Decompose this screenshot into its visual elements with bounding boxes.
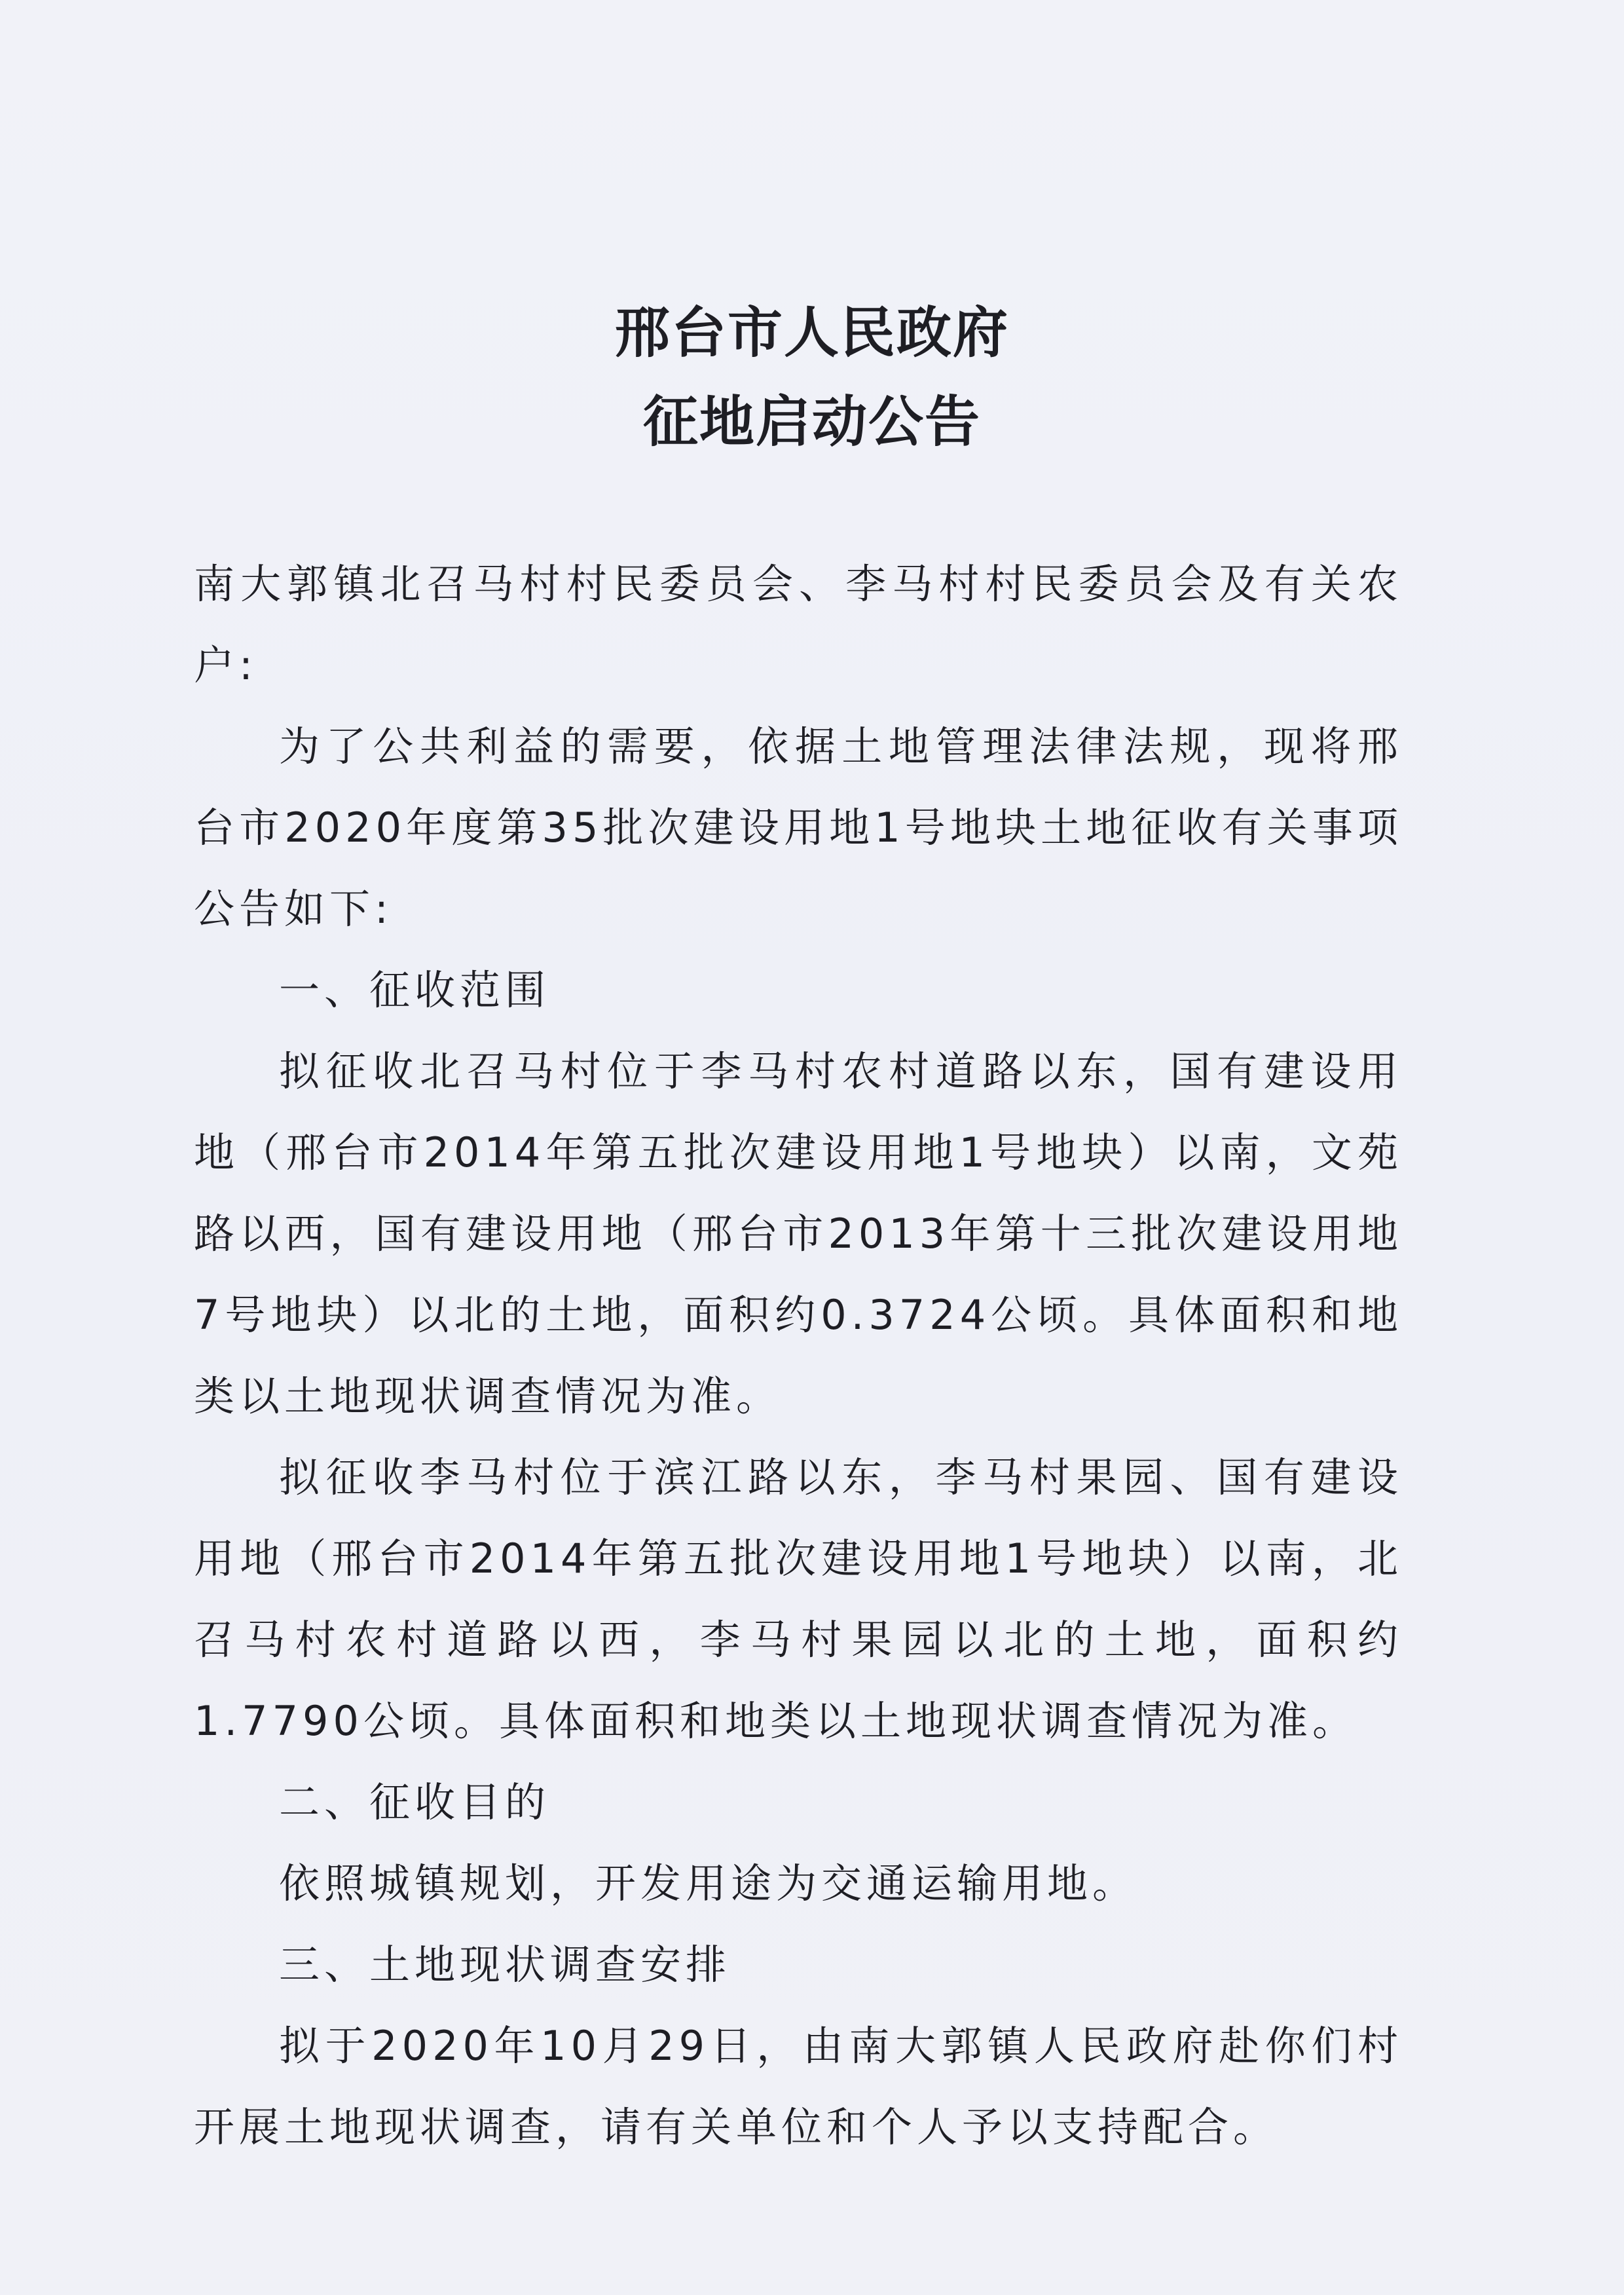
document-title: [0, 288, 1624, 466]
document-body: [194, 544, 1403, 2168]
addressee-line: 南大郭镇北召马村村民委员会、李马村村民委员会及有关农户:: [194, 560, 1403, 689]
scope-paragraph-lima: 拟征收李马村位于滨江路以东，李马村果园、国有建设用地（邢台市2014年第五批次建设用地1号地块）以南，北召马村农村道路以西，李马村果园以北的土地，面积约1.7790公顷。具体面积和地类以土地现状调查情况为准。: [194, 1453, 1403, 1745]
section-heading-survey: 三、土地现状调查安排: [279, 1941, 731, 1988]
survey-paragraph: 拟于2020年10月29日，由南大郭镇人民政府赴你们村开展土地现状调查，请有关单位和个人予以支持配合。: [194, 2022, 1403, 2151]
purpose-paragraph: 依照城镇规划，开发用途为交通运输用地。: [279, 1859, 1138, 1907]
section-heading-purpose: 二、征收目的: [279, 1778, 551, 1826]
section-heading-scope: 一、征收范围: [279, 966, 551, 1014]
intro-paragraph: 为了公共利益的需要，依据土地管理法律法规，现将邢台市2020年度第35批次建设用地1号地块土地征收有关事项公告如下:: [194, 722, 1403, 933]
title-issuer: 邢台市人民政府: [614, 300, 1009, 365]
scope-paragraph-beizhaoma: 拟征收北召马村位于李马村农村道路以东，国有建设用地（邢台市2014年第五批次建设用地1号地块）以南，文苑路以西，国有建设用地（邢台市2013年第十三批次建设用地7号地块）以北的土地，面积约0.3724公顷。具体面积和地类以土地现状调查情况为准。: [194, 1047, 1403, 1420]
title-notice-name: 征地启动公告: [642, 389, 981, 454]
